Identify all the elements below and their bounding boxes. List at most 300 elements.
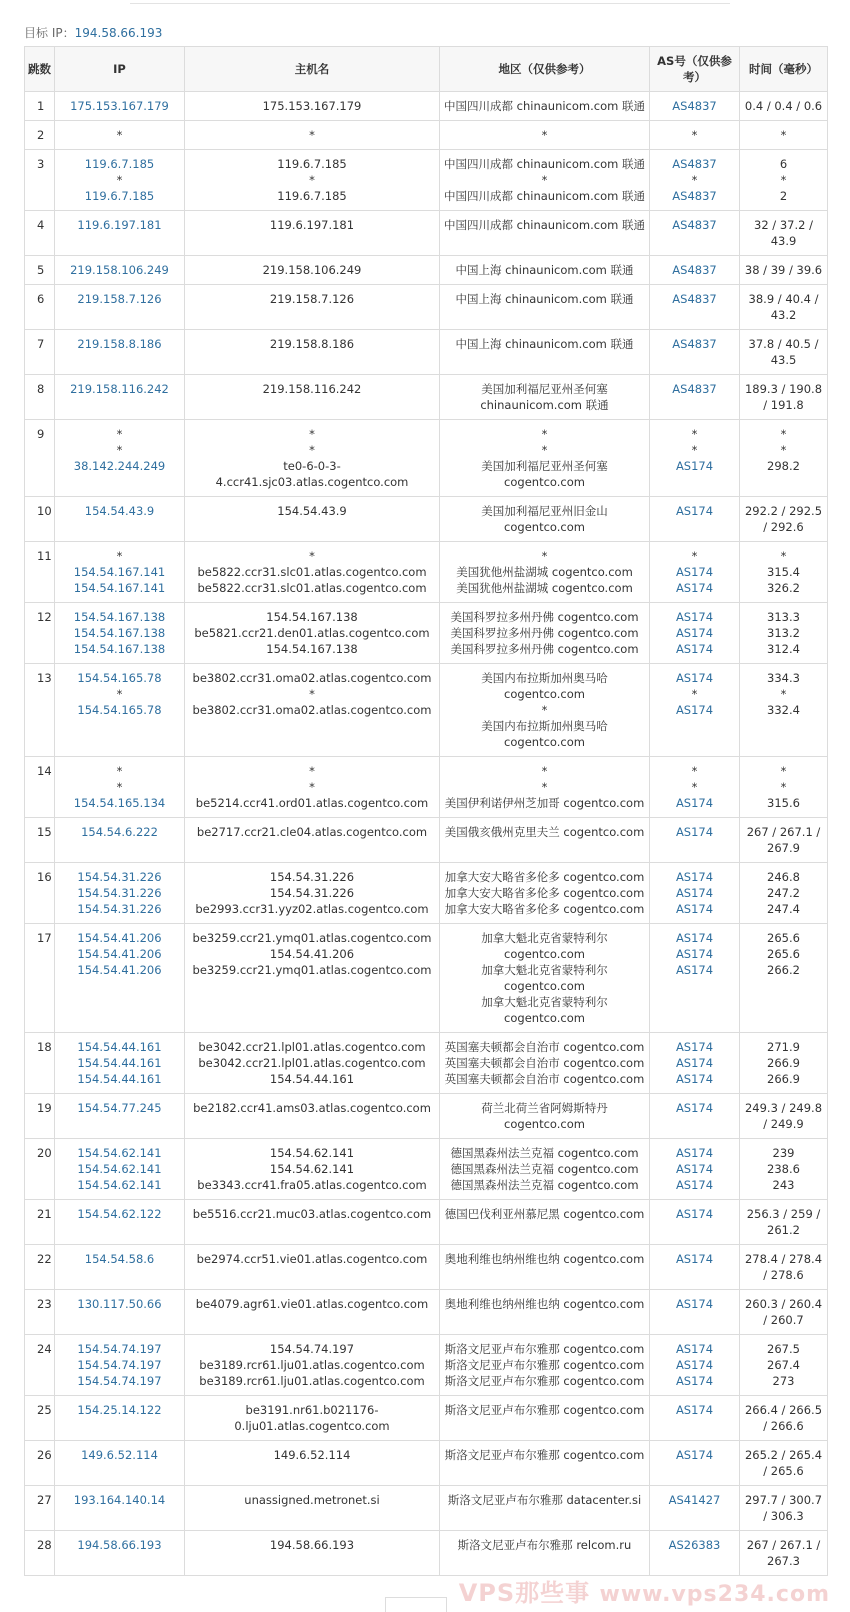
time-cell xyxy=(740,664,828,757)
as-cell xyxy=(650,256,740,285)
as-value[interactable]: AS26383 xyxy=(668,1538,721,1552)
ip-value[interactable]: 154.54.43.9 xyxy=(84,504,155,518)
table-row xyxy=(25,1033,828,1094)
as-cell xyxy=(650,1033,740,1094)
host-cell xyxy=(185,92,440,121)
table-row xyxy=(25,375,828,420)
region-value: 中国四川成都 chinaunicom.com 联通 xyxy=(443,99,645,113)
as-value[interactable]: AS174 xyxy=(675,1056,714,1070)
ip-value[interactable]: 154.54.41.206 xyxy=(77,947,162,961)
as-cell xyxy=(650,757,740,818)
time-cell xyxy=(740,1094,828,1139)
time-cell xyxy=(740,757,828,818)
ip-value[interactable]: 154.54.41.206 xyxy=(77,931,162,945)
ip-cell xyxy=(55,863,185,924)
time-value: 292.2 / 292.5 / 292.6 xyxy=(744,504,823,534)
time-cell xyxy=(740,285,828,330)
host-value: 154.54.167.138 xyxy=(266,642,358,656)
as-value[interactable]: AS174 xyxy=(675,1342,714,1356)
hop-cell: 17 xyxy=(25,924,55,1033)
region-value: 加拿大安大略省多伦多 cogentco.com xyxy=(444,886,645,900)
ip-value[interactable]: 193.164.140.14 xyxy=(73,1493,166,1507)
time-cell xyxy=(740,1200,828,1245)
time-value: * xyxy=(780,549,787,563)
ip-value[interactable]: 154.54.44.161 xyxy=(77,1072,162,1086)
as-value: * xyxy=(691,549,698,563)
host-cell xyxy=(185,497,440,542)
host-value: * xyxy=(309,173,315,187)
host-cell xyxy=(185,1200,440,1245)
ip-value[interactable]: 154.54.31.226 xyxy=(77,870,162,884)
as-value[interactable]: AS174 xyxy=(675,1178,714,1192)
as-value[interactable]: AS174 xyxy=(675,886,714,900)
as-value[interactable]: AS174 xyxy=(675,1448,714,1462)
as-cell xyxy=(650,211,740,256)
as-value[interactable]: AS174 xyxy=(675,626,714,640)
as-value[interactable]: AS174 xyxy=(675,642,714,656)
ip-value[interactable]: 154.54.62.141 xyxy=(77,1146,162,1160)
region-value: 美国俄亥俄州克里夫兰 cogentco.com xyxy=(444,825,645,839)
region-value: * xyxy=(541,427,548,441)
hop-cell: 16 xyxy=(25,863,55,924)
table-row xyxy=(25,1335,828,1396)
as-value[interactable]: AS174 xyxy=(675,610,714,624)
host-cell xyxy=(185,603,440,664)
ip-value[interactable]: 219.158.106.249 xyxy=(70,263,169,277)
table-row xyxy=(25,542,828,603)
ip-value[interactable]: 154.25.14.122 xyxy=(77,1403,162,1417)
region-cell xyxy=(440,757,650,818)
time-value: 6 xyxy=(779,157,788,171)
hop-cell: 2 xyxy=(25,121,55,150)
ip-cell xyxy=(55,924,185,1033)
ip-value[interactable]: 154.54.165.78 xyxy=(77,671,162,685)
table-row xyxy=(25,256,828,285)
region-value: 英国塞夫顿都会自治市 cogentco.com xyxy=(444,1056,645,1070)
ip-value[interactable]: 154.54.41.206 xyxy=(77,963,162,977)
ip-cell xyxy=(55,121,185,150)
time-cell xyxy=(740,863,828,924)
host-cell xyxy=(185,420,440,497)
watermark xyxy=(459,1573,830,1608)
ip-value[interactable]: 175.153.167.179 xyxy=(70,99,169,113)
region-value: 奥地利维也纳州维也纳 cogentco.com xyxy=(444,1297,645,1311)
ip-value[interactable]: 219.158.8.186 xyxy=(77,337,162,351)
as-value[interactable]: AS174 xyxy=(675,1040,714,1054)
ip-cell xyxy=(55,1441,185,1486)
region-value: * xyxy=(541,764,548,778)
host-cell xyxy=(185,211,440,256)
as-value[interactable]: AS174 xyxy=(675,1374,714,1388)
as-value[interactable]: AS174 xyxy=(675,565,714,579)
host-value: * xyxy=(309,128,315,142)
target-ip-value[interactable]: 194.58.66.193 xyxy=(74,26,163,40)
time-value: 249.3 / 249.8 / 249.9 xyxy=(744,1101,823,1131)
time-cell xyxy=(740,1033,828,1094)
host-value: be5214.ccr41.ord01.atlas.cogentco.com xyxy=(195,796,429,810)
as-value[interactable]: AS174 xyxy=(675,703,714,717)
time-value: * xyxy=(780,173,787,187)
ip-value[interactable]: 154.54.58.6 xyxy=(84,1252,155,1266)
table-row xyxy=(25,497,828,542)
header-hop: 跳数 xyxy=(25,47,55,92)
as-cell xyxy=(650,121,740,150)
as-value[interactable]: AS174 xyxy=(675,1403,714,1417)
ip-value[interactable]: 154.54.167.138 xyxy=(73,642,166,656)
host-cell xyxy=(185,924,440,1033)
ip-value[interactable]: 154.54.31.226 xyxy=(77,886,162,900)
region-value: 斯洛文尼亚卢布尔雅那 cogentco.com xyxy=(444,1358,645,1372)
ip-value: * xyxy=(116,443,123,457)
region-cell xyxy=(440,1139,650,1200)
table-row xyxy=(25,664,828,757)
time-value: * xyxy=(780,687,787,701)
as-value[interactable]: AS174 xyxy=(675,671,714,685)
ip-value[interactable]: 154.54.44.161 xyxy=(77,1056,162,1070)
table-row xyxy=(25,1531,828,1576)
region-value: 英国塞夫顿都会自治市 cogentco.com xyxy=(444,1072,645,1086)
as-value[interactable]: AS174 xyxy=(675,1101,714,1115)
host-value: 154.54.41.206 xyxy=(269,947,355,961)
ip-value[interactable]: 154.54.74.197 xyxy=(77,1374,162,1388)
ip-value[interactable]: 154.54.44.161 xyxy=(77,1040,162,1054)
as-value[interactable]: AS174 xyxy=(675,1072,714,1086)
hop-cell: 13 xyxy=(25,664,55,757)
region-value: 美国科罗拉多州丹佛 cogentco.com xyxy=(450,642,639,656)
hop-cell: 8 xyxy=(25,375,55,420)
time-cell xyxy=(740,542,828,603)
host-cell xyxy=(185,1441,440,1486)
region-cell xyxy=(440,150,650,211)
region-value: 中国四川成都 chinaunicom.com 联通 xyxy=(443,218,645,232)
table-row xyxy=(25,121,828,150)
ip-value[interactable]: 154.54.62.141 xyxy=(77,1178,162,1192)
time-cell xyxy=(740,1486,828,1531)
as-value[interactable]: AS174 xyxy=(675,1297,714,1311)
region-cell xyxy=(440,256,650,285)
table-row xyxy=(25,1396,828,1441)
host-cell xyxy=(185,1396,440,1441)
host-value: * xyxy=(309,687,315,701)
time-cell xyxy=(740,375,828,420)
time-value: 266.2 xyxy=(767,963,800,977)
as-cell xyxy=(650,375,740,420)
ip-value[interactable]: 119.6.7.185 xyxy=(84,189,155,203)
region-value: 加拿大魁北克省蒙特利尔 cogentco.com xyxy=(481,963,608,993)
ip-value[interactable]: 130.117.50.66 xyxy=(77,1297,162,1311)
time-value: 266.4 / 266.5 / 266.6 xyxy=(744,1403,823,1433)
host-value: be3042.ccr21.lpl01.atlas.cogentco.com xyxy=(198,1056,426,1070)
ip-cell xyxy=(55,542,185,603)
region-cell xyxy=(440,92,650,121)
time-cell xyxy=(740,924,828,1033)
as-value[interactable]: AS174 xyxy=(675,796,714,810)
ip-cell xyxy=(55,1139,185,1200)
time-value: * xyxy=(780,443,787,457)
as-value[interactable]: AS174 xyxy=(675,1207,714,1221)
as-value[interactable]: AS4837 xyxy=(672,292,717,306)
region-value: * xyxy=(541,780,548,794)
region-cell xyxy=(440,420,650,497)
hop-cell: 15 xyxy=(25,818,55,863)
region-value: * xyxy=(541,703,548,717)
table-row xyxy=(25,1200,828,1245)
host-value: be3802.ccr31.oma02.atlas.cogentco.com xyxy=(192,671,432,685)
time-value: 265.6 xyxy=(767,931,800,945)
target-ip-label: 目标 IP：194.58.66.193 xyxy=(24,26,163,40)
hop-cell: 6 xyxy=(25,285,55,330)
host-cell xyxy=(185,1486,440,1531)
region-cell xyxy=(440,1094,650,1139)
watermark-site: www.vps234.com xyxy=(599,1582,830,1607)
table-row xyxy=(25,757,828,818)
host-cell xyxy=(185,1531,440,1576)
region-cell xyxy=(440,863,650,924)
as-cell xyxy=(650,1486,740,1531)
time-value: 32 / 37.2 / 43.9 xyxy=(754,218,813,248)
host-value: 154.54.62.141 xyxy=(269,1146,355,1160)
region-cell xyxy=(440,375,650,420)
table-header-row xyxy=(25,47,828,92)
region-value: 斯洛文尼亚卢布尔雅那 cogentco.com xyxy=(444,1374,645,1388)
time-value: 315.6 xyxy=(767,796,800,810)
host-cell xyxy=(185,150,440,211)
as-value: * xyxy=(691,780,698,794)
as-cell xyxy=(650,1245,740,1290)
ip-value[interactable]: 154.54.62.141 xyxy=(77,1162,162,1176)
ip-value[interactable]: 154.54.62.122 xyxy=(77,1207,162,1221)
region-value: 德国巴伐利亚州慕尼黑 cogentco.com xyxy=(444,1207,645,1221)
region-cell xyxy=(440,1335,650,1396)
hop-cell: 26 xyxy=(25,1441,55,1486)
time-value: 37.8 / 40.5 / 43.5 xyxy=(748,337,819,367)
as-value[interactable]: AS174 xyxy=(675,1358,714,1372)
host-cell xyxy=(185,1094,440,1139)
hop-cell: 7 xyxy=(25,330,55,375)
ip-cell xyxy=(55,285,185,330)
time-value: 271.9 xyxy=(767,1040,800,1054)
header-time: 时间（毫秒） xyxy=(740,47,828,92)
ip-value: * xyxy=(116,687,123,701)
ip-cell xyxy=(55,818,185,863)
region-cell xyxy=(440,924,650,1033)
time-value: 267.4 xyxy=(767,1358,800,1372)
time-value: * xyxy=(780,128,787,142)
region-value: 加拿大魁北克省蒙特利尔 cogentco.com xyxy=(481,995,608,1025)
ip-value[interactable]: 119.6.7.185 xyxy=(84,157,155,171)
host-cell xyxy=(185,757,440,818)
ip-value[interactable]: 154.54.77.245 xyxy=(77,1101,162,1115)
as-value[interactable]: AS4837 xyxy=(672,218,717,232)
time-value: 0.4 / 0.4 / 0.6 xyxy=(744,99,823,113)
as-cell xyxy=(650,150,740,211)
time-cell xyxy=(740,1396,828,1441)
host-value: 119.6.7.185 xyxy=(277,189,347,203)
as-value[interactable]: AS174 xyxy=(675,1252,714,1266)
ip-value[interactable]: 149.6.52.114 xyxy=(81,1448,158,1462)
as-cell xyxy=(650,420,740,497)
hop-cell: 20 xyxy=(25,1139,55,1200)
region-value: 美国伊利诺伊州芝加哥 cogentco.com xyxy=(444,796,645,810)
region-value: 中国上海 chinaunicom.com 联通 xyxy=(455,337,634,351)
as-cell xyxy=(650,863,740,924)
hop-cell: 11 xyxy=(25,542,55,603)
ip-value: * xyxy=(116,780,123,794)
header-host: 主机名 xyxy=(185,47,440,92)
host-cell xyxy=(185,285,440,330)
ip-cell xyxy=(55,664,185,757)
host-cell xyxy=(185,375,440,420)
as-value[interactable]: AS4837 xyxy=(672,157,717,171)
as-cell xyxy=(650,330,740,375)
as-value[interactable]: AS4837 xyxy=(672,382,717,396)
ip-value[interactable]: 154.54.31.226 xyxy=(77,902,162,916)
as-value[interactable]: AS4837 xyxy=(672,99,717,113)
host-value: unassigned.metronet.si xyxy=(244,1493,380,1507)
ip-cell xyxy=(55,1486,185,1531)
region-cell xyxy=(440,121,650,150)
host-value: 194.58.66.193 xyxy=(269,1538,355,1552)
as-value[interactable]: AS174 xyxy=(675,963,714,977)
ip-value[interactable]: 154.54.74.197 xyxy=(77,1358,162,1372)
region-value: 英国塞夫顿都会自治市 cogentco.com xyxy=(444,1040,645,1054)
ip-value[interactable]: 154.54.167.141 xyxy=(73,581,166,595)
region-value: 斯洛文尼亚卢布尔雅那 datacenter.si xyxy=(447,1493,642,1507)
region-cell xyxy=(440,603,650,664)
as-cell xyxy=(650,1335,740,1396)
ip-value[interactable]: 119.6.197.181 xyxy=(77,218,162,232)
as-value: * xyxy=(691,427,698,441)
time-value: 278.4 / 278.4 / 278.6 xyxy=(744,1252,823,1282)
host-value: 219.158.106.249 xyxy=(262,263,362,277)
time-cell xyxy=(740,1139,828,1200)
time-cell xyxy=(740,1335,828,1396)
region-value: 美国犹他州盐湖城 cogentco.com xyxy=(456,565,633,579)
region-value: 斯洛文尼亚卢布尔雅那 relcom.ru xyxy=(457,1538,632,1552)
ip-cell xyxy=(55,1033,185,1094)
time-value: * xyxy=(780,764,787,778)
as-value[interactable]: AS174 xyxy=(675,931,714,945)
as-value[interactable]: AS174 xyxy=(675,1162,714,1176)
hop-cell: 18 xyxy=(25,1033,55,1094)
hop-cell: 5 xyxy=(25,256,55,285)
as-value[interactable]: AS4837 xyxy=(672,189,717,203)
hop-cell: 4 xyxy=(25,211,55,256)
time-value: 247.4 xyxy=(767,902,800,916)
traceroute-table xyxy=(24,46,828,1576)
ip-value[interactable]: 154.54.6.222 xyxy=(81,825,158,839)
region-cell xyxy=(440,1396,650,1441)
ip-value[interactable]: 194.58.66.193 xyxy=(77,1538,162,1552)
host-cell xyxy=(185,1139,440,1200)
time-value: 298.2 xyxy=(767,459,800,473)
hop-cell: 12 xyxy=(25,603,55,664)
ip-value[interactable]: 154.54.165.134 xyxy=(73,796,166,810)
host-value: be3259.ccr21.ymq01.atlas.cogentco.com xyxy=(192,963,432,977)
region-value: 中国四川成都 chinaunicom.com 联通 xyxy=(443,157,645,171)
as-value[interactable]: AS174 xyxy=(675,581,714,595)
region-value: 荷兰北荷兰省阿姆斯特丹 cogentco.com xyxy=(481,1101,608,1131)
ip-cell xyxy=(55,1245,185,1290)
ip-value[interactable]: 219.158.7.126 xyxy=(77,292,162,306)
as-value[interactable]: AS174 xyxy=(675,825,714,839)
host-value: be2974.ccr51.vie01.atlas.cogentco.com xyxy=(196,1252,428,1266)
as-cell xyxy=(650,92,740,121)
hop-cell: 10 xyxy=(25,497,55,542)
time-cell xyxy=(740,121,828,150)
time-value: 313.2 xyxy=(767,626,800,640)
ip-cell xyxy=(55,1290,185,1335)
as-value[interactable]: AS174 xyxy=(675,947,714,961)
table-row xyxy=(25,1486,828,1531)
ip-value[interactable]: 219.158.116.242 xyxy=(70,382,169,396)
ip-value[interactable]: 154.54.165.78 xyxy=(77,703,162,717)
host-value: 175.153.167.179 xyxy=(262,99,362,113)
time-value: 267 / 267.1 / 267.3 xyxy=(746,1538,821,1568)
ip-value[interactable]: 38.142.244.249 xyxy=(73,459,166,473)
ip-value[interactable]: 154.54.167.138 xyxy=(73,610,166,624)
as-value[interactable]: AS41427 xyxy=(668,1493,721,1507)
time-cell xyxy=(740,92,828,121)
host-value: 119.6.197.181 xyxy=(269,218,355,232)
ip-value: * xyxy=(116,427,123,441)
host-value: * xyxy=(309,780,315,794)
hop-cell: 14 xyxy=(25,757,55,818)
as-value[interactable]: AS174 xyxy=(675,504,714,518)
time-value: 315.4 xyxy=(767,565,800,579)
as-cell xyxy=(650,1200,740,1245)
time-value: 267.5 xyxy=(767,1342,800,1356)
time-value: 238.6 xyxy=(767,1162,800,1176)
time-cell xyxy=(740,420,828,497)
ip-value[interactable]: 154.54.74.197 xyxy=(77,1342,162,1356)
hop-cell: 21 xyxy=(25,1200,55,1245)
as-value[interactable]: AS174 xyxy=(675,1146,714,1160)
as-cell xyxy=(650,1094,740,1139)
host-cell xyxy=(185,664,440,757)
region-value: 斯洛文尼亚卢布尔雅那 cogentco.com xyxy=(444,1403,645,1417)
host-value: be5822.ccr31.slc01.atlas.cogentco.com xyxy=(197,581,427,595)
ip-cell xyxy=(55,1396,185,1441)
as-value[interactable]: AS4837 xyxy=(672,263,717,277)
time-value: 273 xyxy=(772,1374,795,1388)
hop-cell: 3 xyxy=(25,150,55,211)
time-value: 267 / 267.1 / 267.9 xyxy=(746,825,821,855)
ip-value[interactable]: 154.54.167.138 xyxy=(73,626,166,640)
ip-value[interactable]: 154.54.167.141 xyxy=(73,565,166,579)
region-cell xyxy=(440,1441,650,1486)
header-region: 地区（仅供参考） xyxy=(440,47,650,92)
as-value[interactable]: AS174 xyxy=(675,459,714,473)
time-value: 326.2 xyxy=(767,581,800,595)
as-cell xyxy=(650,924,740,1033)
as-value[interactable]: AS174 xyxy=(675,902,714,916)
as-cell xyxy=(650,1441,740,1486)
region-value: 中国四川成都 chinaunicom.com 联通 xyxy=(443,189,645,203)
time-cell xyxy=(740,1531,828,1576)
as-value: * xyxy=(691,687,698,701)
region-value: 德国黑森州法兰克福 cogentco.com xyxy=(450,1162,639,1176)
as-value[interactable]: AS4837 xyxy=(672,337,717,351)
region-value: 美国加利福尼亚州圣何塞 cogentco.com xyxy=(481,459,608,489)
ip-cell xyxy=(55,375,185,420)
time-value: 297.7 / 300.7 / 306.3 xyxy=(744,1493,823,1523)
time-cell xyxy=(740,330,828,375)
time-value: 38.9 / 40.4 / 43.2 xyxy=(748,292,819,322)
hop-cell: 24 xyxy=(25,1335,55,1396)
as-value[interactable]: AS174 xyxy=(675,870,714,884)
region-cell xyxy=(440,664,650,757)
